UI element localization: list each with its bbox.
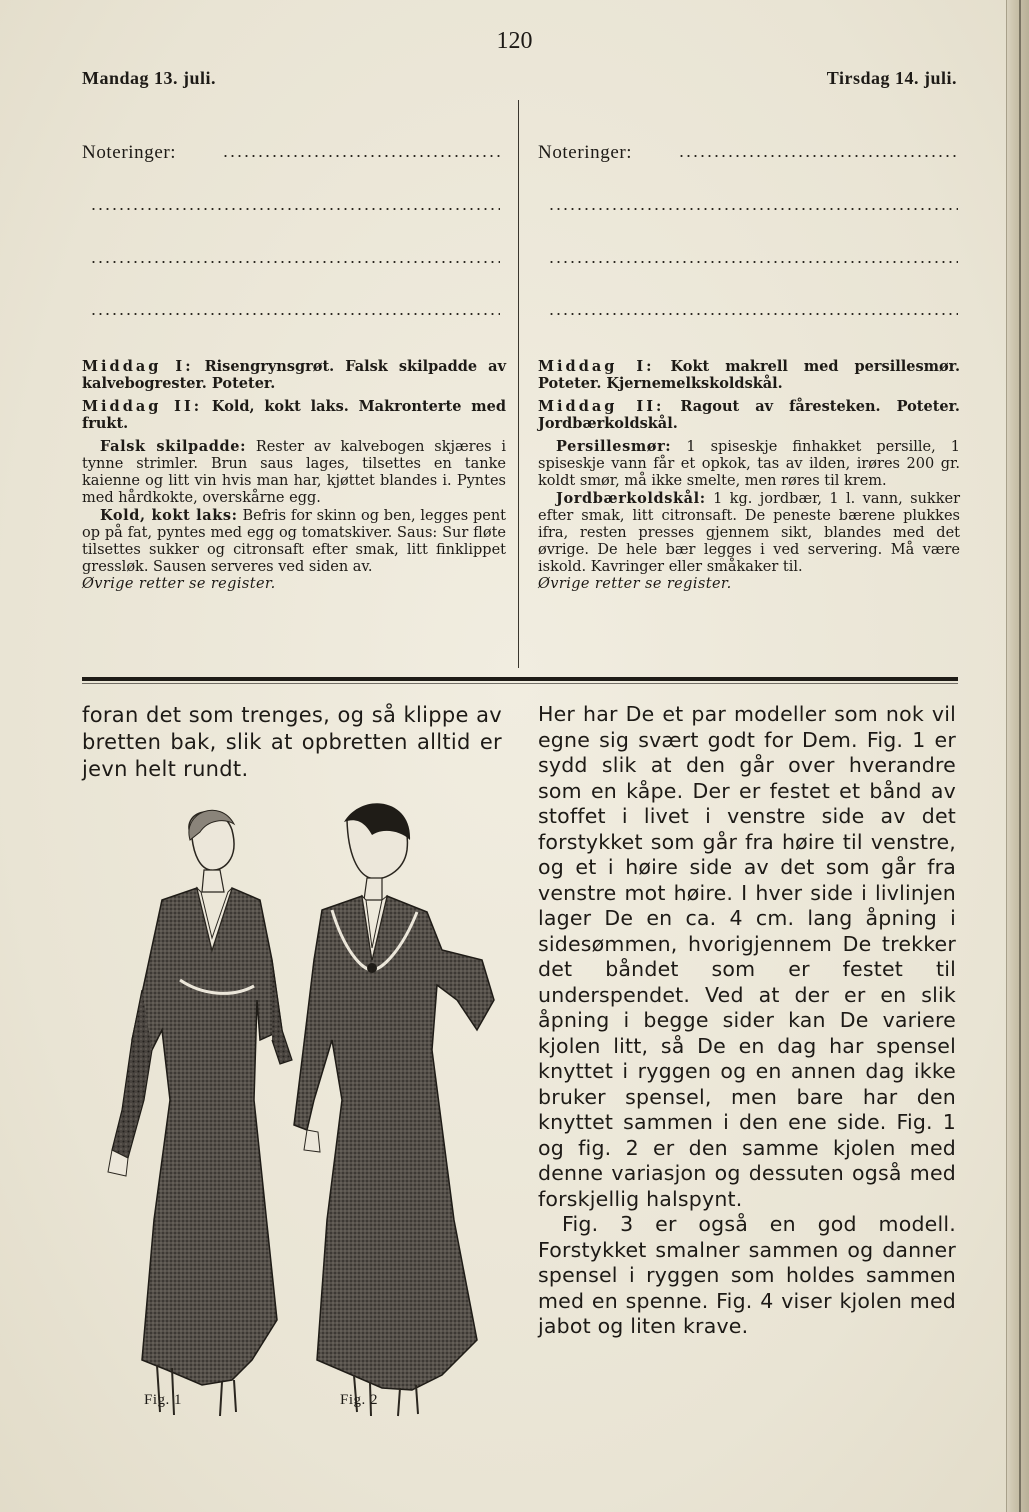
right-body-paragraph-2: Fig. 3 er også en god modell. Forstykket smalner sammen og danner spensel i ryggen som holdes sammen med en spenne. Fig. 4 viser kjolen med jabot og liten krave. [538, 1212, 956, 1338]
book-binding [1006, 0, 1029, 1512]
section-rule [82, 677, 958, 681]
left-recipe-2-label: Kold, kokt laks: [100, 507, 238, 524]
left-recipe-1-text: Rester av kalvebogen skjæres i tynne strimler. Brun saus lages, tilsettes en tanke kaienne og litt vin hvis man har, kjøttet blandes i. Pyntes med hårdkokte, overskårne egg. [82, 439, 506, 506]
right-middag-2-text: Ragout av fåresteken. Poteter. Jordbærkoldskål. [538, 398, 960, 432]
left-middag-2 [82, 398, 506, 432]
right-middag-2-label: Middag II: [538, 398, 665, 415]
left-body-paragraph: foran det som trenges, og så klippe av bretten bak, slik at opbretten alltid er jevn helt rundt. [82, 703, 502, 781]
right-body-text [538, 702, 956, 1340]
right-menu [538, 358, 960, 599]
right-notes-label: Noteringer: [538, 142, 633, 163]
binding-edge-line [1019, 0, 1021, 1512]
figure-1-dress [108, 810, 292, 1416]
right-body-paragraph-1: Her har De et par modeller som nok vil egne sig svært godt for Dem. Fig. 1 er sydd slik at den går over hverandre som en kåpe. Der er festet et bånd av stoffet i livet i venstre side av det forstykket som går fra høire til venstre, og et i høire side av det som går fra venstre mot høire. I hver side i livlinjen lager De en ca. 4 cm. lang åpning i sidesømmen, hvorigjennem De trekker det båndet som er festet til underspendet. Ved at der er en slik åpning i begge sider kan De variere kjolen litt, så De en dag har spensel knyttet i ryggen og en annen dag ikke bruker spensel, men bare har den knyttet sammen i den ene side. Fig. 1 og fig. 2 er den samme kjolen med denne variasjon og dessuten også med forskjellig halspynt. [538, 702, 956, 1211]
right-recipe-2-text: 1 kg. jordbær, 1 l. vann, sukker efter smak, litt citronsaft. De peneste bærene plukkes ifra, resten presses gjennem sikt, blandes med det øvrige. De hele bær legges i ved servering. Må være iskold. Kavringer eller småkaker til. [538, 491, 960, 575]
right-middag-1-text: Kokt makrell med persillesmør. Poteter. Kjernemelkskoldskål. [538, 358, 960, 392]
left-day-heading: Mandag 13. juli. [82, 68, 217, 88]
column-divider [518, 100, 519, 668]
left-recipe-1-label: Falsk skilpadde: [100, 438, 247, 455]
left-notes-line-4 [90, 313, 500, 315]
left-notes-line-3 [90, 261, 500, 263]
section-rule-thin [82, 683, 958, 684]
left-recipe-2-text: Befris for skinn og ben, legges pent op på fat, pyntes med egg og tomatskiver. Saus: Sur fløte tilsettes sukker og citronsaft efter smak, litt finklippet gressløk. Sausen serveres ved siden av. [82, 508, 507, 575]
figure-2-dress [294, 803, 494, 1416]
left-register-note: Øvrige retter se register. [82, 576, 276, 592]
right-middag-1-label: Middag I: [538, 358, 655, 375]
left-notes-line-1 [222, 155, 500, 157]
left-menu [82, 358, 506, 599]
left-recipe-2 [82, 507, 506, 576]
right-recipe-2 [538, 490, 960, 576]
page-number: 120 [496, 28, 533, 54]
left-middag-1 [82, 358, 506, 392]
right-middag-2 [538, 398, 960, 432]
right-notes-line-2 [548, 208, 958, 210]
left-body-text [82, 702, 502, 783]
left-middag-2-text: Kold, kokt laks. Makronterte med frukt. [82, 398, 506, 432]
right-middag-1 [538, 358, 960, 392]
left-recipe-1 [82, 438, 506, 507]
right-notes-line-1 [678, 155, 958, 157]
right-day-heading: Tirsdag 14. juli. [826, 68, 957, 88]
left-middag-1-text: Risengrynsgrøt. Falsk skilpadde av kalvebogrester. Poteter. [82, 358, 506, 392]
figure-1-caption: Fig. 1 [144, 1392, 183, 1408]
left-middag-1-label: Middag I: [82, 358, 194, 375]
right-recipe-1-label: Persillesmør: [556, 438, 672, 455]
right-recipe-2-label: Jordbærkoldskål: [556, 490, 706, 507]
dress-illustrations [82, 800, 512, 1420]
left-notes-line-2 [90, 208, 500, 210]
right-register-note: Øvrige retter se register. [538, 576, 732, 592]
right-notes-line-4 [548, 313, 958, 315]
left-middag-2-label: Middag II: [82, 398, 203, 415]
figure-2-caption: Fig. 2 [340, 1392, 379, 1408]
left-notes-label: Noteringer: [82, 142, 177, 163]
right-notes-line-3 [548, 261, 958, 263]
right-recipe-1-text: 1 spiseskje finhakket persille, 1 spiseskje vann får et opkok, tas av ilden, irøres 200 gr. koldt smør, må ikke smelte, men røres til krem. [538, 439, 961, 489]
right-recipe-1 [538, 438, 960, 490]
